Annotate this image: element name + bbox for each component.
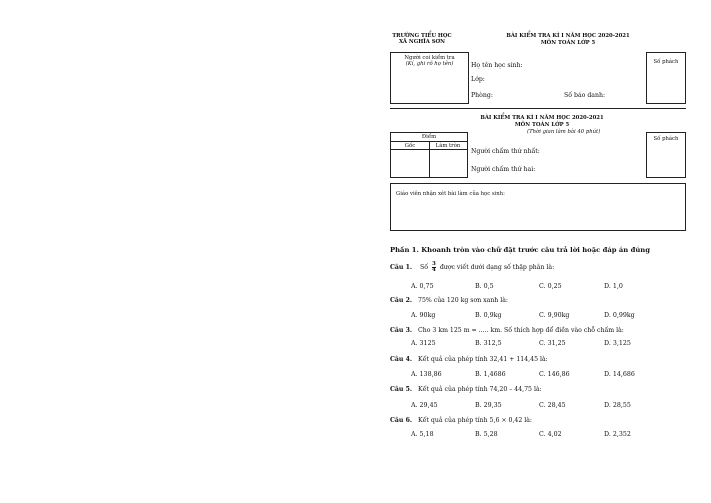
question-text: được viết dưới dạng số thập phân là: <box>439 264 555 271</box>
answer-option[interactable]: B. 0,9kg <box>475 312 502 319</box>
question-label: Câu 6. <box>390 417 413 424</box>
exam-title-line2: MÔN TOÁN LỚP 5 <box>540 40 596 46</box>
question-label: Câu 2. <box>390 297 413 304</box>
answer-option[interactable]: A. 5,18 <box>411 431 434 438</box>
teacher-comment-box <box>390 183 686 231</box>
question-2 <box>390 297 508 304</box>
class-label: Lớp: <box>471 76 485 83</box>
answer-option[interactable]: A. 29,45 <box>411 402 438 409</box>
question-text: Cho 3 km 125 m = ..... km. Số thích hợp để điền vào chỗ chấm là: <box>418 327 624 334</box>
code-box <box>646 52 686 104</box>
grading-code-label: Số phách <box>653 136 679 142</box>
question-text: Kết quả của phép tính 32,41 + 114,45 là: <box>418 356 548 363</box>
question-1 <box>390 262 554 273</box>
answer-option[interactable]: B. 312,5 <box>475 340 502 347</box>
seat-number-label: Số báo danh: <box>564 92 606 99</box>
fraction-denominator: 4 <box>432 267 436 273</box>
question-6 <box>390 417 532 424</box>
score-label: Điểm <box>421 134 437 140</box>
proctor-note: (Kí, ghi rõ họ tên) <box>405 61 454 67</box>
answer-option[interactable]: C. 31,25 <box>539 340 566 347</box>
question-4 <box>390 356 548 363</box>
answer-option[interactable]: C. 4,02 <box>539 431 562 438</box>
question-label: Câu 4. <box>390 356 413 363</box>
question-label: Câu 1. <box>390 264 413 271</box>
question-label: Câu 5. <box>390 386 413 393</box>
grader1-label: Người chấm thứ nhất: <box>471 148 540 155</box>
question-text: Kết quả của phép tính 74,20 – 44,75 là: <box>418 386 542 393</box>
grading-title-line2: MÔN TOÁN LỚP 5 <box>514 122 570 128</box>
rounded-score-label: Làm tròn <box>435 143 461 149</box>
part1-title: Phần 1. Khoanh tròn vào chữ đặt trước câu trả lời hoặc đáp án đúng <box>390 246 650 254</box>
question-text: Số <box>420 264 429 271</box>
fraction-numerator: 3 <box>432 261 436 267</box>
answer-option[interactable]: D. 3,125 <box>604 340 631 347</box>
answer-option[interactable]: C. 28,45 <box>539 402 566 409</box>
answer-option[interactable]: D. 28,55 <box>604 402 631 409</box>
school-name-line2: XÃ NGHĨA SƠN <box>399 39 445 45</box>
fraction <box>432 262 436 273</box>
score-table-row-divider <box>391 149 467 150</box>
grading-code-box <box>646 132 686 178</box>
answer-option[interactable]: B. 29,35 <box>475 402 502 409</box>
answer-option[interactable]: D. 2,352 <box>604 431 631 438</box>
answer-option[interactable]: C. 9,90kg <box>539 312 570 319</box>
teacher-comment-label: Giáo viên nhận xét bài làm của học sinh: <box>396 191 505 197</box>
question-text: Kết quả của phép tính 5,6 × 0,42 là: <box>418 417 532 424</box>
time-note: (Thời gian làm bài 40 phút) <box>527 129 601 135</box>
room-label: Phòng: <box>471 92 493 99</box>
code-label: Số phách <box>653 59 679 65</box>
answer-option[interactable]: A. 138,86 <box>411 371 442 378</box>
answer-option[interactable]: C. 146,86 <box>539 371 570 378</box>
grader2-label: Người chấm thứ hai: <box>471 166 536 173</box>
answer-option[interactable]: D. 14,686 <box>604 371 635 378</box>
student-name-label: Họ tên học sinh: <box>471 62 523 69</box>
question-label: Câu 3. <box>390 327 413 334</box>
answer-option[interactable]: A. 90kg <box>411 312 436 319</box>
answer-option[interactable]: A. 3125 <box>411 340 436 347</box>
grading-title-line1: BÀI KIỂM TRA KÌ I NĂM HỌC 2020-2021 <box>480 115 604 121</box>
score-table <box>390 132 468 178</box>
raw-score-label: Gốc <box>404 143 416 149</box>
proctor-box <box>390 52 469 104</box>
answer-option[interactable]: B. 1,4686 <box>475 371 506 378</box>
proctor-label: Người coi kiểm tra <box>404 55 455 61</box>
question-text: 75% của 120 kg sơn xanh là: <box>418 297 509 304</box>
section-divider <box>390 108 686 109</box>
school-name-line1: TRƯỜNG TIỂU HỌC <box>392 33 452 39</box>
answer-option[interactable]: B. 0,5 <box>475 283 494 290</box>
answer-option[interactable]: B. 5,28 <box>475 431 498 438</box>
exam-page <box>382 26 693 496</box>
answer-option[interactable]: D. 1,0 <box>604 283 623 290</box>
question-3 <box>390 327 624 334</box>
answer-option[interactable]: A. 0,75 <box>411 283 434 290</box>
exam-title-line1: BÀI KIỂM TRA KÌ I NĂM HỌC 2020-2021 <box>506 33 630 39</box>
answer-option[interactable]: D. 0,99kg <box>604 312 635 319</box>
answer-option[interactable]: C. 0,25 <box>539 283 562 290</box>
question-5 <box>390 386 542 393</box>
